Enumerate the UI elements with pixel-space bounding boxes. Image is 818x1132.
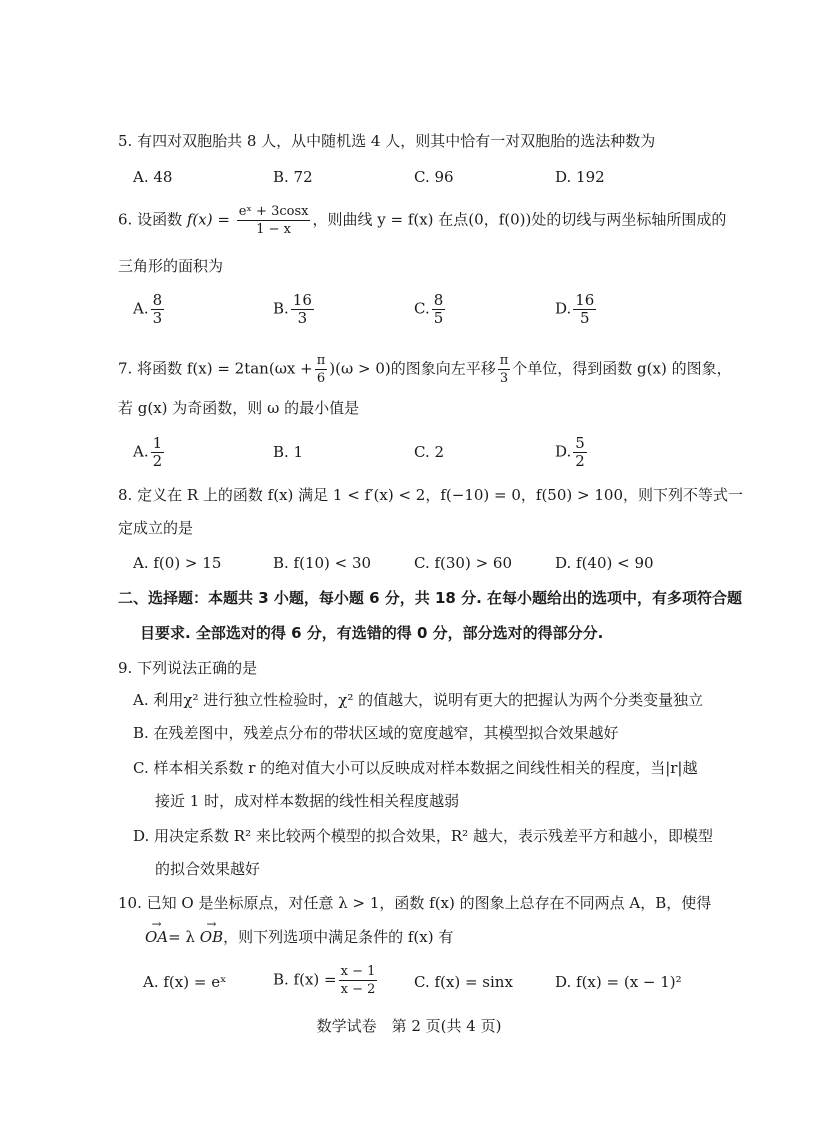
q8-stem: 8. 定义在 R 上的函数 f(x) 满足 1 < f′(x) < 2，f(−10) = 0，f(50) > 100，则下列不等式一 xyxy=(118,486,743,504)
q8-option-c: C. f(30) > 60 xyxy=(414,554,513,572)
vector-oa: → OA xyxy=(145,927,168,947)
q10-option-a: A. f(x) = eˣ xyxy=(143,973,227,991)
section-2-instructions: 目要求. 全部选对的得 6 分，有选错的得 0 分，部分选对的得部分分. xyxy=(140,624,604,642)
vector-ob: → OB xyxy=(200,927,223,947)
q9-option-d: D. 用决定系数 R² 来比较两个模型的拟合效果，R² 越大，表示残差平方和越小，即模型 xyxy=(133,827,713,845)
q5-option-a: A. 48 xyxy=(133,168,173,186)
q6-option-d: D. $\frac{16}{5}$ xyxy=(555,291,595,327)
q10-stem-continued: → OA= λ → OB，则下列选项中满足条件的 f(x) 有 xyxy=(145,927,453,947)
q6-option-c: C. $\frac{8}{5}$ xyxy=(414,291,444,327)
q8-stem-continued: 定成立的是 xyxy=(118,519,194,537)
section-2-heading: 二、选择题：本题共 3 小题，每小题 6 分，共 18 分. 在每小题给出的选项中，有多项符合题 xyxy=(118,589,743,607)
q10-option-b: B. f(x) = $\frac{x - 1}{x - 2}$ xyxy=(273,964,376,997)
q5-option-d: D. 192 xyxy=(555,168,605,186)
q6-stem-continued: 三角形的面积为 xyxy=(118,257,224,275)
q6-stem: 6. 设函数 f(x) = $\frac{\text{eˣ + 3cosx}}{1 - x}$ ，则曲线 y = f(x) 在点(0，f(0))处的切线与两坐标轴所围成的 xyxy=(118,204,727,237)
q9-stem: 9. 下列说法正确的是 xyxy=(118,659,258,677)
q8-option-a: A. f(0) > 15 xyxy=(133,554,222,572)
q6-option-b: B. $\frac{16}{3}$ xyxy=(273,291,312,327)
q7-option-a: A. $\frac{1}{2}$ xyxy=(133,434,163,470)
q7-option-d: D. $\frac{5}{2}$ xyxy=(555,434,585,470)
q5-stem: 5. 有四对双胞胎共 8 人，从中随机选 4 人，则其中恰有一对双胞胎的选法种数为 xyxy=(118,132,656,150)
q7-stem: 7. 将函数 f(x) = 2tan(ωx + $\frac{\pi}{6}$ )(ω > 0)的图象向左平移 $\frac{\pi}{3}$ 个单位，得到函数 g(x) 的图象， xyxy=(118,353,732,386)
q9-option-d-continued: 的拟合效果越好 xyxy=(155,860,261,878)
q8-option-d: D. f(40) < 90 xyxy=(555,554,654,572)
q5-option-c: C. 96 xyxy=(414,168,454,186)
q10-option-c: C. f(x) = sinx xyxy=(414,973,513,991)
q5-option-b: B. 72 xyxy=(273,168,313,186)
q10-stem: 10. 已知 O 是坐标原点，对任意 λ > 1，函数 f(x) 的图象上总存在不同两点 A，B，使得 xyxy=(118,894,712,912)
q9-option-c-continued: 接近 1 时，成对样本数据的线性相关程度越弱 xyxy=(155,792,460,810)
q6-option-a: A. $\frac{8}{3}$ xyxy=(133,291,163,327)
q10-option-d: D. f(x) = (x − 1)² xyxy=(555,973,682,991)
page-footer: 数学试卷 第 2 页(共 4 页) xyxy=(316,1017,502,1035)
q7-option-c: C. 2 xyxy=(414,443,445,461)
q9-option-a: A. 利用χ² 进行独立性检验时，χ² 的值越大，说明有更大的把握认为两个分类变量独立 xyxy=(133,691,704,709)
q7-stem-continued: 若 g(x) 为奇函数，则 ω 的最小值是 xyxy=(118,399,360,417)
q9-option-c: C. 样本相关系数 r 的绝对值大小可以反映成对样本数据之间线性相关的程度，当|r|越 xyxy=(133,759,698,777)
q8-option-b: B. f(10) < 30 xyxy=(273,554,372,572)
q6-fraction: $\frac{\text{eˣ + 3cosx}}{1 - x}$ xyxy=(238,204,309,237)
q7-option-b: B. 1 xyxy=(273,443,304,461)
q9-option-b: B. 在残差图中，残差点分布的带状区域的宽度越窄，其模型拟合效果越好 xyxy=(133,724,619,742)
